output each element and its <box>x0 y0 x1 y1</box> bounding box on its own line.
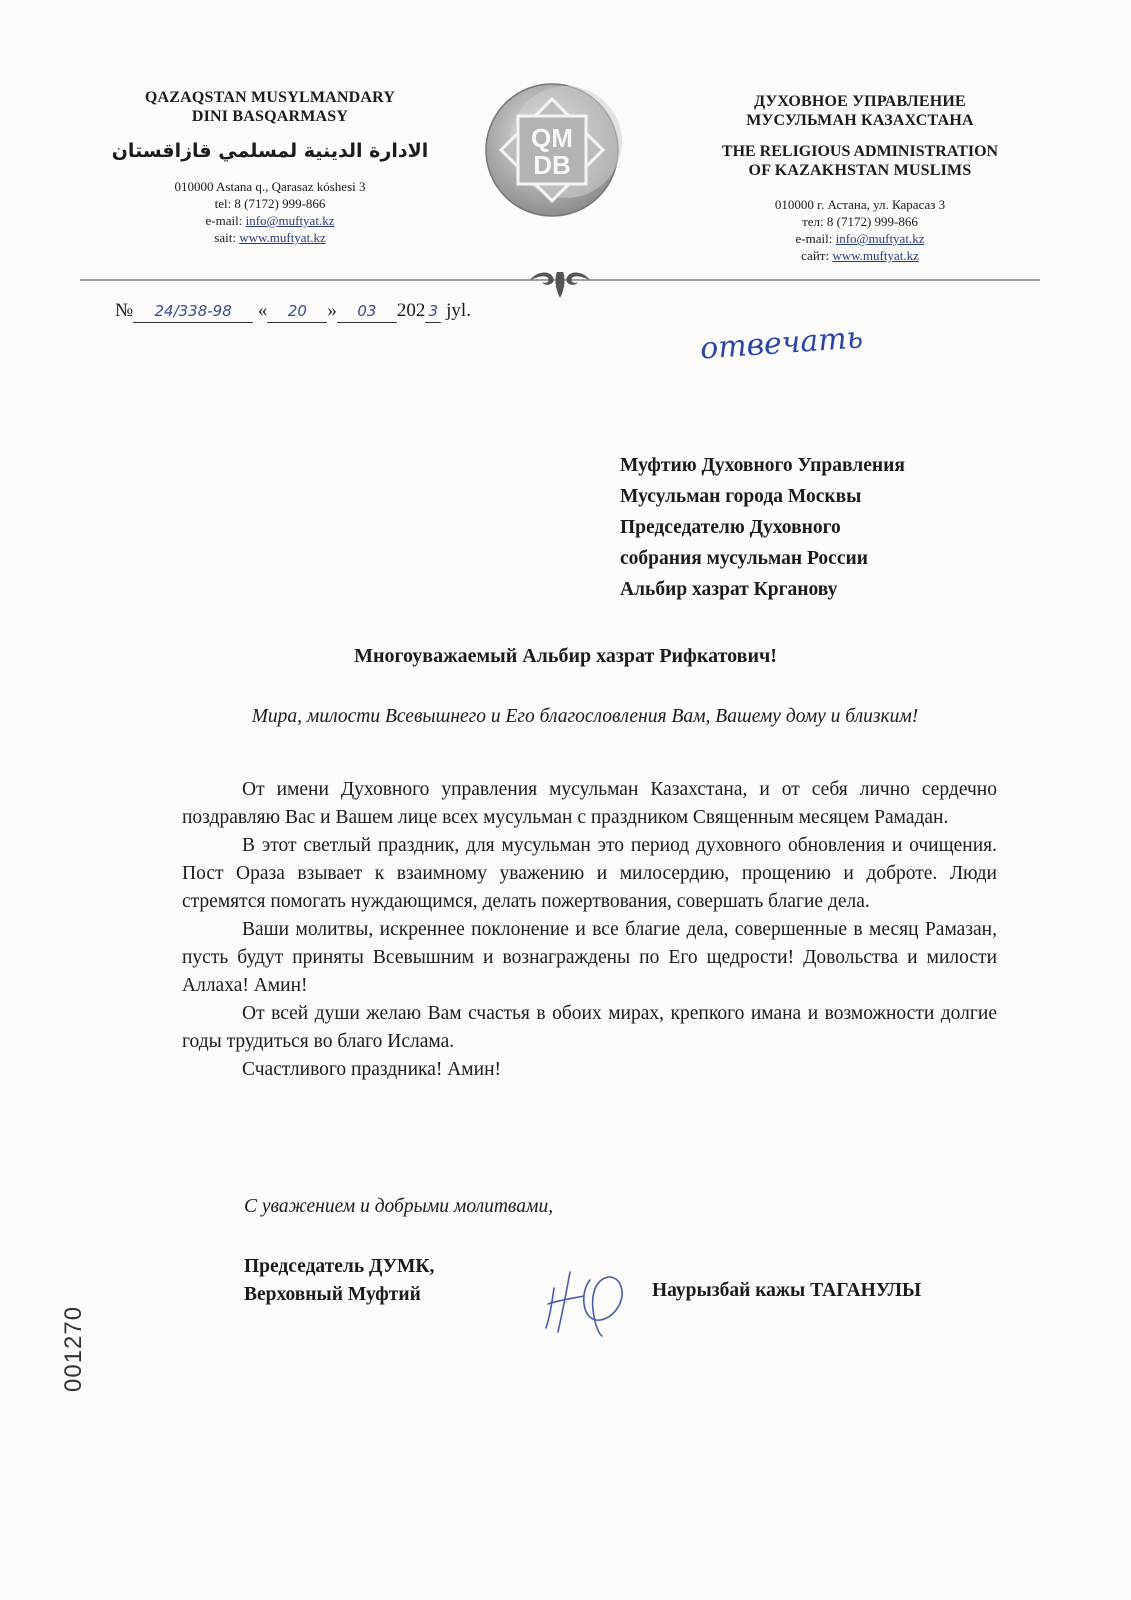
org-name-arabic: الادارة الدينية لمسلمي قازاقستان <box>111 140 429 162</box>
reference-year-digit: 3 <box>428 302 439 320</box>
header-right <box>690 92 1030 264</box>
number-sign: № <box>115 300 134 321</box>
body-paragraph: В этот светлый праздник, для мусульман это период духовного обновления и очищения. Пост Ораза взывает к взаимному уважению и милосердию, прощению и доброте. Люди стремятся помогать нуждающимся, делать пожертвования, совершать благие дела. <box>182 835 997 912</box>
handwritten-note: отвечать <box>698 320 865 367</box>
contact-block-right <box>690 196 1030 264</box>
blessing: Мира, милости Всевышнего и Его благословления Вам, Вашему дому и близким! <box>251 706 919 727</box>
email-row-left <box>110 212 430 229</box>
qmdb-logo <box>482 80 622 220</box>
tel-left: tel: 8 (7172) 999-866 <box>214 196 326 211</box>
reference-number: 24/338-98 <box>154 302 232 320</box>
reference-month: 03 <box>357 302 377 320</box>
letter-body <box>182 776 997 1084</box>
site-row-right <box>690 247 1030 264</box>
logo-text-top: QM <box>531 123 573 153</box>
site-link-left[interactable]: www.muftyat.kz <box>239 230 326 245</box>
site-link-right[interactable]: www.muftyat.kz <box>832 248 919 263</box>
recipient-line: Альбир хазрат Крганову <box>620 579 838 600</box>
body-paragraph: От имени Духовного управления мусульман Казахстана, и от себя лично сердечно поздравляю Вас и Вашем лице всех мусульман с праздником Священным месяцем Рамадан. <box>182 779 997 828</box>
ornament-icon <box>530 272 590 298</box>
tel-right: тел: 8 (7172) 999-866 <box>802 214 918 229</box>
email-link-left[interactable]: info@muftyat.kz <box>245 213 335 228</box>
close-quote: » <box>327 300 337 321</box>
site-label-left: sait: <box>214 230 240 245</box>
org-name-en-line1: THE RELIGIOUS ADMINISTRATION <box>721 143 999 160</box>
recipient-line: Мусульман города Москвы <box>620 486 862 507</box>
org-name-kz-line2: DINI BASQARMASY <box>191 108 349 125</box>
recipient-block <box>620 450 905 605</box>
contact-block-left <box>110 178 430 246</box>
logo-text-bottom: DB <box>533 150 571 180</box>
body-paragraph: Счастливого праздника! Амин! <box>242 1059 502 1080</box>
salutation: Многоуважаемый Альбир хазрат Рифкатович! <box>354 645 777 667</box>
year-suffix: jyl. <box>446 300 471 321</box>
body-paragraph: От всей души желаю Вам счастья в обоих мирах, крепкого имана и возможности долгие годы трудиться во благо Ислама. <box>182 1003 997 1052</box>
email-link-right[interactable]: info@muftyat.kz <box>835 231 925 246</box>
recipient-line: Председателю Духовного <box>620 517 841 538</box>
closing-phrase: С уважением и добрыми молитвами, <box>244 1196 554 1217</box>
header-divider <box>80 272 1040 302</box>
body-paragraph: Ваши молитвы, искреннее поклонение и все благие дела, совершенные в месяц Рамазан, пусть будут приняты Всевышним и вознаграждены по Его щедрости! Довольства и милости Аллаха! Амин! <box>182 919 997 996</box>
signatory-title-line2: Верховный Муфтий <box>244 1284 421 1305</box>
signatory-title-line1: Председатель ДУМК, <box>244 1256 435 1277</box>
document-serial: 001270 <box>60 1305 87 1392</box>
recipient-line: собрания мусульман России <box>620 548 868 569</box>
header-left <box>110 88 430 246</box>
email-row-right <box>690 230 1030 247</box>
org-name-ru-line2: МУСУЛЬМАН КАЗАХСТАНА <box>746 112 974 129</box>
org-name-kz-line1: QAZAQSTAN MUSYLMANDARY <box>144 89 396 106</box>
org-name-ru-line1: ДУХОВНОЕ УПРАВЛЕНИЕ <box>754 93 966 110</box>
reference-line <box>115 300 471 323</box>
email-label-left: e-mail: <box>205 213 246 228</box>
reference-day: 20 <box>287 302 307 320</box>
signatory-name: Наурызбай кажы ТАГАНУЛЫ <box>652 1280 922 1301</box>
site-row-left <box>110 229 430 246</box>
email-label-right: e-mail: <box>795 231 836 246</box>
org-name-en-line2: OF KAZAKHSTAN MUSLIMS <box>748 162 972 179</box>
recipient-line: Муфтию Духовного Управления <box>620 455 905 476</box>
signature-icon <box>540 1258 640 1338</box>
site-label-right: сайт: <box>801 248 833 263</box>
open-quote: « <box>257 300 268 321</box>
address-right: 010000 г. Астана, ул. Карасаз 3 <box>774 197 946 212</box>
signatory-title <box>244 1253 434 1309</box>
address-left: 010000 Astana q., Qarasaz kóshesi 3 <box>174 179 366 194</box>
year-prefix: 202 <box>396 300 426 321</box>
